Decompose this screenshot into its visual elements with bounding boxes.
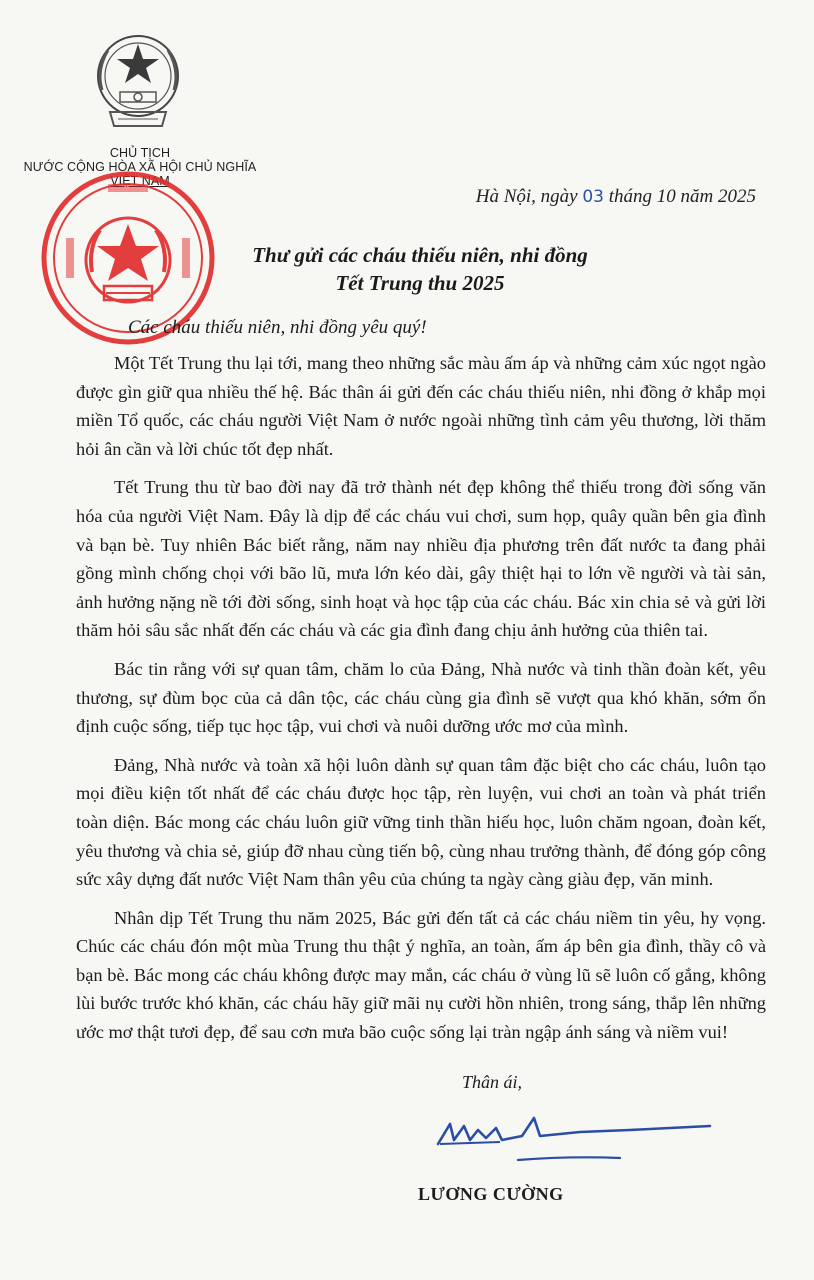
paragraph: Tết Trung thu từ bao đời nay đã trở thành nét đẹp không thể thiếu trong đời sống văn hóa của người Việt Nam. Đây là dịp để các cháu vui chơi, sum họp, quây quần bên gia đình và bạn bè. Tuy nhiên Bác biết rằng, năm nay nhiều địa phương trên đất nước ta đang phải gồng mình chống chọi với bão lũ, mưa lớn kéo dài, gây thiệt hại to lớn về người và tài sản, ảnh hưởng nặng nề tới đời sống, sinh hoạt và học tập của các cháu. Bác xin chia sẻ và gửi lời thăm hỏi sâu sắc nhất đến các cháu và các gia đình đang chịu ảnh hưởng của thiên tai. <box>76 477 766 641</box>
salutation: Các cháu thiếu niên, nhi đồng yêu quý! <box>128 317 427 338</box>
issuer-country-name: VIỆT NAM <box>110 174 170 188</box>
issuer-country-line: NƯỚC CỘNG HÒA XÃ HỘI CHỦ NGHĨA <box>23 160 257 174</box>
date-line <box>476 186 756 208</box>
letter-subtitle: Tết Trung thu 2025 <box>335 271 505 295</box>
paragraph: Một Tết Trung thu lại tới, mang theo những sắc màu ấm áp và những cảm xúc ngọt ngào được gìn giữ qua nhiều thế hệ. Bác thân ái gửi đến các cháu thiếu niên, nhi đồng ở khắp mọi miền Tổ quốc, các cháu người Việt Nam ở nước ngoài những tình cảm yêu thương, lời thăm hỏi ân cần và lời chúc tốt đẹp nhất. <box>76 353 766 459</box>
national-emblem-icon <box>88 30 188 138</box>
handwritten-signature-icon <box>430 1100 720 1170</box>
letter-body <box>76 349 766 1057</box>
date-prefix: Hà Nội, ngày <box>475 186 583 207</box>
date-day-handwritten: 03 <box>582 187 604 207</box>
paragraph: Bác tin rằng với sự quan tâm, chăm lo của Đảng, Nhà nước và tinh thần đoàn kết, yêu thương, sự đùm bọc của cả dân tộc, các cháu cùng gia đình sẽ vượt qua khó khăn, sớm ổn định cuộc sống, tiếp tục học tập, vui chơi và nuôi dưỡng ước mơ của mình. <box>76 658 766 737</box>
paragraph: Nhân dịp Tết Trung thu năm 2025, Bác gửi đến tất cả các cháu niềm tin yêu, hy vọng. Chúc các cháu đón một mùa Trung thu thật ý nghĩa, an toàn, ấm áp bên gia đình, thầy cô và bạn bè. Bác mong các cháu không được may mắn, các cháu ở vùng lũ sẽ luôn cố gắng, không lùi bước trước khó khăn, các cháu hãy giữ mãi nụ cười hồn nhiên, trong sáng, thắp lên những ước mơ thật tươi đẹp, để sau cơn mưa bão cuộc sống lại tràn ngập ánh sáng và niềm vui! <box>76 907 766 1043</box>
closing-line: Thân ái, <box>462 1072 523 1092</box>
issuer-title: CHỦ TỊCH <box>109 146 171 160</box>
date-suffix: tháng 10 năm 2025 <box>604 186 756 207</box>
letter-title: Thư gửi các cháu thiếu niên, nhi đồng <box>252 243 588 267</box>
signer-name: LƯƠNG CƯỜNG <box>418 1184 564 1204</box>
paragraph: Đảng, Nhà nước và toàn xã hội luôn dành sự quan tâm đặc biệt cho các cháu, luôn tạo mọi điều kiện tốt nhất để các cháu được học tập, rèn luyện, vui chơi an toàn và phát triển toàn diện. Bác mong các cháu luôn giữ vững tinh thần hiếu học, luôn chăm ngoan, đoàn kết, yêu thương và chia sẻ, giúp đỡ nhau cùng tiến bộ, cùng nhau trưởng thành, để đóng góp công sức xây dựng đất nước Việt Nam thân yêu của chúng ta ngày càng giàu đẹp, văn minh. <box>76 754 766 890</box>
